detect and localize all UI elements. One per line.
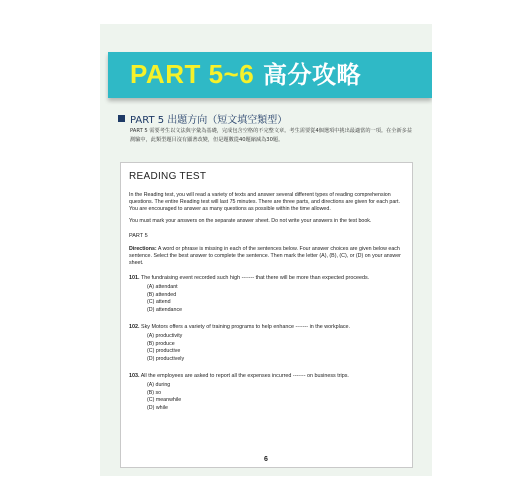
book-page [100, 24, 432, 476]
question-number: 102. [129, 324, 140, 330]
answer-option: (C) productive [147, 348, 181, 354]
question-text: The fundraising event recorded such high ------- that there will be more than expected proceeds. [139, 275, 370, 281]
question-stem [129, 275, 404, 281]
question-number: 103. [129, 373, 140, 379]
section-heading [118, 111, 287, 126]
section-intro: PART 5 需要考生以文法與字彙為基礎，完成包含空格的不完整文章。考生需要從4個選項中挑出最適當的一項。在全新多益測驗中，此類型題目沒有顯著改變，但是題數從40題縮減為30題。 [130, 128, 413, 143]
answer-option: (B) produce [147, 340, 175, 347]
question-text: All the employees are asked to report all the expenses incurred ------- on business trips. [139, 373, 349, 379]
reading-test-title: READING TEST [129, 171, 207, 182]
answer-option: (D) productively [147, 355, 185, 362]
question-item [129, 324, 404, 363]
answer-option: (B) attended [147, 291, 177, 298]
answer-option: (D) while [147, 404, 168, 411]
part-label: PART 5 [129, 233, 148, 239]
directions-label: Directions: [129, 246, 157, 252]
answer-option: (C) meanwhile [147, 397, 182, 403]
directions-text: A word or phrase is missing in each of the sentences below. Four answer choices are given below each sentence. Select the best answer to complete the sentence. Then mark the letter (A), (B), (C), or (D) on your answer sheet. [129, 246, 401, 266]
answer-option: (C) attend [147, 299, 171, 305]
question-text: Sky Motors offers a variety of training programs to help enhance ------- in the workplace. [139, 324, 351, 330]
question-item [129, 275, 404, 314]
square-bullet-icon [118, 115, 125, 122]
banner-title-number: 5~6 [208, 59, 255, 89]
question-stem [129, 324, 404, 330]
answer-sheet-note: You must mark your answers on the separate answer sheet. Do not write your answers in the test book. [129, 218, 372, 224]
banner-title [130, 58, 361, 91]
answer-option: (A) attendant [147, 284, 178, 290]
section-heading-text: PART 5 出題方向（短文填空類型） [130, 115, 288, 126]
banner-title-chinese: 高分攻略 [254, 61, 362, 89]
answer-option: (A) productivity [147, 333, 183, 339]
reading-test-card [120, 162, 413, 468]
instructions-paragraph: In the Reading test, you will read a variety of texts and answer several different types of reading comprehension questions. The entire Reading test will last 75 minutes. There are three parts, and directions are given for each part. You are encouraged to answer as many questions as possible within the time allowed. [129, 192, 400, 212]
page-number: 6 [264, 456, 268, 463]
question-number: 101. [129, 275, 140, 281]
title-banner [108, 52, 432, 98]
answer-option: (D) attendance [147, 306, 183, 313]
banner-title-part: PART [130, 59, 209, 89]
directions [129, 246, 404, 267]
answer-option: (B) so [147, 389, 162, 396]
answer-option: (A) during [147, 382, 171, 388]
question-stem [129, 373, 404, 379]
question-item [129, 373, 404, 412]
